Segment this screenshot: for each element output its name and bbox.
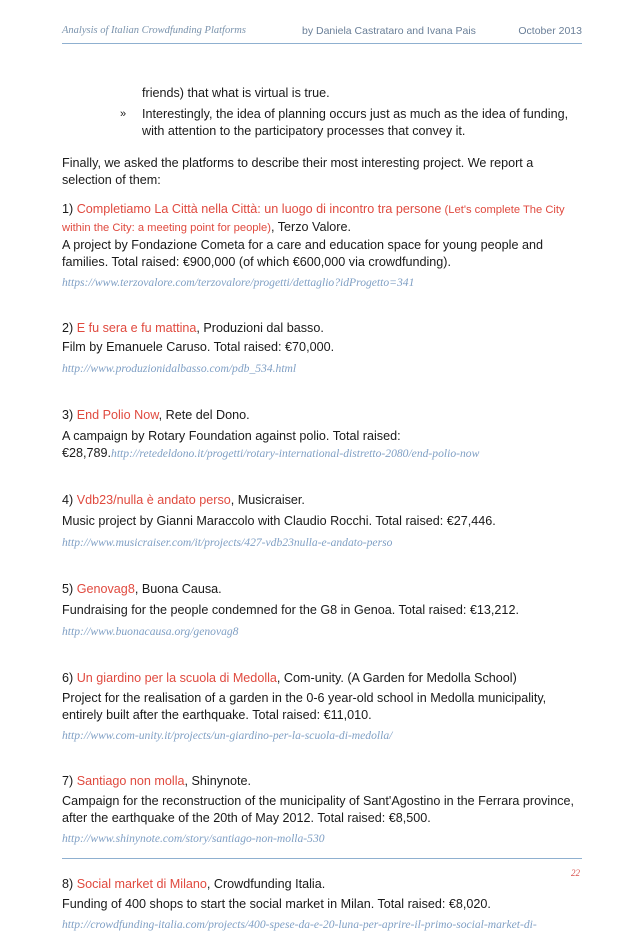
project-title[interactable]: End Polio Now	[76, 408, 159, 422]
project-description: Project for the realisation of a garden in the 0-6 year-old school in Medolla municipality, entirely built after the earthquake. Total raised: €11,010.	[62, 691, 547, 722]
bullet-mark: »	[120, 108, 127, 120]
project-heading	[62, 581, 582, 598]
project-number: 4)	[62, 493, 77, 507]
project-platform: , Crowdfunding Italia.	[206, 877, 326, 891]
project-heading	[62, 876, 582, 893]
project-title[interactable]: Genovag8	[76, 582, 135, 596]
project-link[interactable]: https://www.terzovalore.com/terzovalore/progetti/dettaglio?idProgetto=341	[62, 276, 415, 289]
project-title[interactable]: Santiago non molla	[76, 774, 185, 788]
project-heading	[62, 201, 582, 237]
page-number: 22	[571, 868, 580, 878]
intro-paragraph: Finally, we asked the platforms to describe their most interesting project. We report a selection of them:	[62, 156, 534, 187]
project-link[interactable]: http://www.shinynote.com/story/santiago-non-molla-530	[62, 832, 325, 845]
project-description: Film by Emanuele Caruso. Total raised: €70,000.	[62, 340, 335, 354]
project-translation: (Let's complete The City within the City: a meeting point for people)	[62, 204, 565, 234]
project-description: A project by Fondazione Cometa for a care and education space for young people and families. Total raised: €900,000 (of which €600,000 via crowdfunding).	[62, 238, 543, 269]
project-platform: , Produzioni dal basso.	[196, 321, 324, 335]
project-description-text: A campaign by Rotary Foundation against polio. Total raised: €28,789.	[62, 429, 401, 460]
project-description: Funding of 400 shops to start the social market in Milan. Total raised: €8,020.	[62, 897, 491, 911]
project-number: 7)	[62, 774, 77, 788]
project-heading	[62, 670, 582, 687]
project-description: Music project by Gianni Maraccolo with Claudio Rocchi. Total raised: €27,446.	[62, 514, 496, 528]
project-heading	[62, 407, 582, 424]
project-heading	[62, 320, 582, 337]
project-number: 2)	[62, 321, 77, 335]
project-platform: , Com-unity. (A Garden for Medolla School)	[276, 671, 517, 685]
project-link[interactable]: http://crowdfunding-italia.com/projects/400-spese-da-e-20-luna-per-aprire-il-primo-social-market-di-	[62, 918, 537, 931]
project-number: 1)	[62, 202, 77, 216]
project-item	[62, 492, 582, 551]
header-title: Analysis of Italian Crowdfunding Platforms	[62, 25, 246, 36]
header-rule	[62, 43, 582, 44]
project-heading	[62, 492, 582, 509]
project-link[interactable]: http://retedeldono.it/progetti/rotary-international-distretto-2080/end-polio-now	[111, 447, 480, 460]
project-platform: , Buona Causa.	[134, 582, 222, 596]
project-title[interactable]: Completiamo La Città nella Città: un luogo di incontro tra persone	[76, 202, 442, 216]
project-link[interactable]: http://www.com-unity.it/projects/un-giardino-per-la-scuola-di-medolla/	[62, 729, 393, 742]
project-platform: , Terzo Valore.	[270, 220, 351, 234]
project-link[interactable]: http://www.musicraiser.com/it/projects/427-vdb23nulla-e-andato-perso	[62, 536, 393, 549]
project-description: Fundraising for the people condemned for the G8 in Genoa. Total raised: €13,212.	[62, 603, 519, 617]
footer-rule	[62, 858, 582, 859]
bullet-text: Interestingly, the idea of planning occurs just as much as the idea of funding, with attention to the participatory processes that convey it.	[142, 107, 569, 138]
project-item	[62, 773, 582, 847]
bullet-continuation: friends) that what is virtual is true.	[142, 86, 330, 100]
project-item	[62, 876, 582, 933]
project-number: 5)	[62, 582, 77, 596]
project-description	[62, 428, 582, 462]
bullet-item	[62, 106, 582, 140]
project-number: 3)	[62, 408, 77, 422]
project-description: Campaign for the reconstruction of the municipality of Sant'Agostino in the Ferrara province, after the earthquake of the 20th of May 2012. Total raised: €8,500.	[62, 794, 575, 825]
header-authors: by Daniela Castrataro and Ivana Pais	[302, 25, 476, 37]
header-date: October 2013	[518, 25, 582, 37]
project-platform: , Musicraiser.	[230, 493, 305, 507]
project-title[interactable]: Un giardino per la scuola di Medolla	[76, 671, 277, 685]
project-number: 6)	[62, 671, 77, 685]
project-title[interactable]: E fu sera e fu mattina	[76, 321, 197, 335]
project-link[interactable]: http://www.produzionidalbasso.com/pdb_534.html	[62, 362, 297, 375]
project-platform: , Shinynote.	[184, 774, 252, 788]
project-item	[62, 670, 582, 744]
project-number: 8)	[62, 877, 77, 891]
page-body	[62, 85, 582, 933]
project-item	[62, 407, 582, 462]
project-heading	[62, 773, 582, 790]
project-title[interactable]: Social market di Milano	[76, 877, 207, 891]
project-title[interactable]: Vdb23/nulla è andato perso	[76, 493, 231, 507]
project-item	[62, 320, 582, 377]
project-item	[62, 201, 582, 291]
project-item	[62, 581, 582, 640]
project-link[interactable]: http://www.buonacausa.org/genovag8	[62, 625, 239, 638]
project-platform: , Rete del Dono.	[158, 408, 250, 422]
